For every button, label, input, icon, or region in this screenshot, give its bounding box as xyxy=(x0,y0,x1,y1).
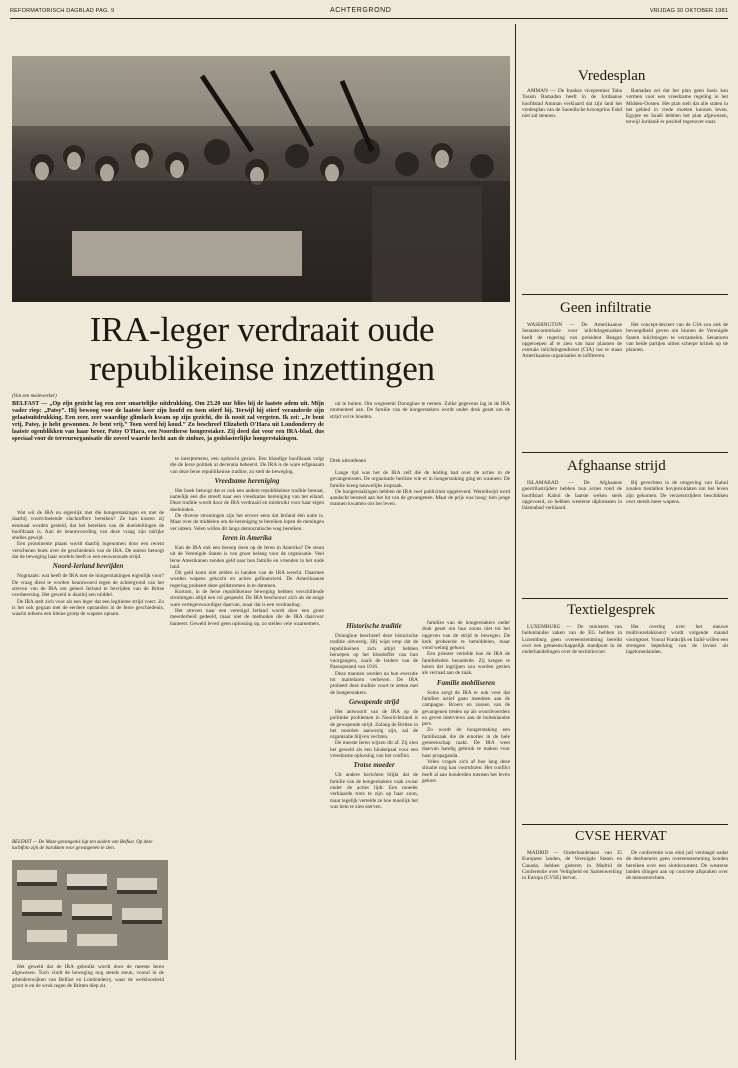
funeral-photo xyxy=(12,56,510,302)
article-column-2: te interpreteren, een opdracht gezien. Een bloedige hoofdzaak volgt die de Ierse politiek al decennia beheerst. De IRA is de ware erfgenaam van deze Ierse republikeinse traditie, zo stelt de beweging. Vreedzame hereniging Het boek betoogt dat er ook een andere republikeinse traditie bestaat, namelijk een die streeft naar een vreedzame hereniging van het eiland. Deze traditie wordt door de IRA verdraaid en misbruikt voor haar eigen doeleinden. De diverse stromingen zijn het erover eens dat Ierland één natie is. Maar over de middelen om de hereniging te bereiken lopen de meningen ver uiteen. Velen willen dit langs democratische weg bereiken. Ieren in Amerika Kan de IRA ook een beroep doen op de Ieren in Amerika? De steun uit de Verenigde Staten is van groot belang voor de organisatie. Veel Ierse Amerikanen zenden geld naar hun familie en vrienden in het oude land. Dit geld komt niet zelden in handen van de IRA terecht. Daarmee worden wapens gekocht en acties gefinancierd. De Amerikaanse regering probeert deze geldstromen in te dammen. Kortom, in de Ierse republikeinse beweging hebben verschillende stromingen altijd een rol gespeeld. De IRA beschouwt zich als de enige ware vertegenwoordiger daarvan, maar dat is een verdraaiing. Het streven naar een verenigd Ierland wordt door een grote meerderheid gedeeld, maar niet de methoden die de IRA daarvoor hanteert. Geweld levert geen oplossing op, zo stellen vele waarnemers. xyxy=(170,456,324,627)
subhead-1: Noord-Ierland bevrijden xyxy=(52,562,124,571)
brief-vredesplan-col-2: Ramadan zei dat het plan geen basis kan vormen voor een vreedzame regeling in het Midden-Oosten. Het plan stelt dat alle staten in het gebied in vrede moeten kunnen leven. Egypte en Israël hebben het plan afgewezen, terwijl Jordanië er positief tegenover staat. xyxy=(626,88,728,126)
column-divider xyxy=(515,24,516,1060)
brief-rule-2 xyxy=(522,452,728,453)
prison-aerial-photo xyxy=(12,860,168,960)
subhead-8: Trotse moeder xyxy=(353,761,395,770)
brief-textiel-col-2: Het overleg over het nieuwe multivezelakkoord wordt volgende maand voortgezet. Vooral Frankrijk en Italië willen een strengere beperking van de invoer uit lagelonenlanden. xyxy=(626,624,728,656)
header-rule xyxy=(10,18,728,19)
brief-rule-4 xyxy=(522,824,728,825)
brief-title-vredesplan: Vredesplan xyxy=(578,68,646,84)
subhead-4: Drek uitroefenen xyxy=(330,458,367,464)
article-column-3-top: uit te buiten. Om wegneemt Donoghue te nemen. Zulke gegevens lag in de IRA momenteel aan. De familie van de hongerstakers wordt onder druk gezet om de strijd vol te houden. xyxy=(330,401,510,420)
brief-afghaanse-col-1: ISLAMABAD — De Afghaanse guerrillastrijders hebben hun acties rond de hoofdstad Kabul de laatste weken sterk opgevoerd, zo hebben westerse diplomaten in Islamabad verklaard. xyxy=(522,480,622,512)
brief-title-afghaanse-strijd: Afghaanse strijd xyxy=(567,458,666,474)
article-byline: (Van een medewerker) xyxy=(12,394,57,399)
article-column-3a: Historische traditie Donoghue beschreef deze historische traditie uitvoerig. Hij wijst erop dat de republikeinen zich altijd hebben beroepen op het bloedoffer van hun voorgangers, zoals de leiders van de Paasopstand van 1916. Deze mannen werden na hun executie tot martelaren verheven. De IRA probeert deze traditie voort te zetten met de hongerstakers. Gewapende strijd Het antwoord van de IRA op de politieke problemen in Noord-Ierland is de gewapende strijd. Zolang de Britten in het noorden aanwezig zijn, zal de organisatie blijven vechten. De meeste Ieren wijzen dit af. Zij zien het geweld als een hinderpaal voor een vreedzame oplossing van het conflict. Trotse moeder Uit andere berichten blijkt dat de familie van de hongerstakers vaak zwaar onder de acties lijdt. Een moeder verklaarde trots te zijn op haar zoon, maar tegelijk vertelde ze hoe moeilijk het was hem te zien sterven. xyxy=(330,622,418,810)
brief-afghaanse-col-2: Bij gevechten in de omgeving van Kabul zouden tientallen Sovjetsoldaten om het leven zijn gekomen. De verzetsstrijders beschikken over steeds meer wapens. xyxy=(626,480,728,505)
article-lead: BELFAST — „Op zijn gezicht lag een zeer smartelijke uitdrukking. Om 23.20 uur blies hij de laatste adem uit. Mijn vader riep: „Patsy”. Hij bewoog voor de laatste keer zijn hoofd en toen stierf hij. Terwijl hij stierf veranderde zijn gelaatsuitdrukking. Een zeer, zeer waardige glimlach kwam op zijn gezicht, die ik nooit zal vergeten. Ik zei: „Je bent vrij, Patsy, je hebt gewonnen. Je bent vrij.” Toen werd hij koud.” Zo beschreef Elizabeth O'Hara uit Londonderry de laatste ogenblikken van haar broer, Patsy O'Hara, een Noordierse hongerstaker. Zij deed dat voor een IRA-blad, dus speciaal voor de terreurorganisatie die zoveel waarde hecht aan de zinloze, ja godslasterlijke hongerstakingen. xyxy=(12,401,324,442)
article-headline: IRA-leger verdraait oude republikeinse inzettingen xyxy=(89,310,435,388)
section-title: ACHTERGROND xyxy=(330,7,392,14)
brief-infiltratie-col-2: Het concept-decreet van de CIA zou ook de bevoegdheid geven om binnen de Verenigde Staten inlichtingen te verzamelen. Senatoren van beide partijen uitten scherpe kritiek op de plannen. xyxy=(626,322,728,354)
brief-cvse-col-2: De conferentie was eind juli verdaagd nadat de deelnemers geen overeenstemming konden bereiken over een slotdocument. De westerse landen dringen aan op concrete afspraken over de mensenrechten. xyxy=(626,850,728,882)
subhead-5: Historische traditie xyxy=(346,622,402,630)
brief-title-infiltratie: Geen infiltratie xyxy=(560,300,652,316)
paper-name: REFORMATORISCH DAGBLAD PAG. 9 xyxy=(10,8,115,14)
brief-textiel-col-1: LUXEMBURG — De ministers van buitenlandse zaken van de EG hebben in Luxemburg geen overeenstemming bereikt over een gemeenschappelijk standpunt in de onderhandelingen over de textielinvoer. xyxy=(522,624,622,656)
subhead-7: Familie mobiliseren xyxy=(436,678,496,687)
article-column-1: Wat wil de IRA nu eigenlijk met die hongerstakingen en met de daarbij voortvloeiende slachtoffers bereiken? Ze hun kosten zij eenmaal worden gesteld, dat het bereiken van de doelstellingen de hoofdzaak is. Aan de beantwoording van deze vraag zijn talrijke studies gewijd. Een prominente plaats wordt daarbij ingenomen door een recent verschenen boek over de geschiedenis van de IRA. De auteur betoogt dat de beweging haar wortels heeft in een eeuwenoude strijd. Noord-Ierland bevrijden Nogmaals: wat heeft de IRA met de hongerstakingen eigenlijk voor? De vraag dient te worden beantwoord tegen de achtergrond van het streven van de IRA om geheel Ierland te bevrijden van de Britse overheersing. Het geweld is daarbij een middel. De IRA stelt zich voor als een leger dat een legitieme strijd voert. Zo is het ook gegaan met de eerdere opstanden in de Ierse geschiedenis, waarin telkens een kleine groep de wapens opnam. xyxy=(12,510,164,618)
article-column-1-cont: Het geweld dat de IRA gebruikt wordt door de meeste Ieren afgewezen. Toch vindt de beweging nog steeds steun, vooral in de arbeiderswijken van Belfast en Londonderry, waar de werkloosheid groot is en de wrok tegen de Britten diep zit. xyxy=(12,964,164,989)
brief-title-cvse: CVSE HERVAT xyxy=(575,829,667,844)
caption-prison: BELFAST — De Maze-gevangenis ligt ten zuiden van Belfast. Op deze luchtfoto zijn de barakken voor gevangenen te zien. xyxy=(12,840,153,851)
brief-title-textielgesprek: Textielgesprek xyxy=(567,602,656,618)
subhead-6: Gewapende strijd xyxy=(349,697,399,706)
brief-cvse-col-1: MADRID — Onderhandelaars van 35 Europese landen, de Verenigde Staten en Canada, hebben gisteren in Madrid de Conferentie over Veiligheid en Samenwerking in Europa (CVSE) hervat. xyxy=(522,850,622,882)
issue-date: VRIJDAG 30 OKTOBER 1981 xyxy=(649,8,728,14)
brief-rule-1 xyxy=(522,294,728,295)
subhead-3: Ieren in Amerika xyxy=(222,533,272,542)
page-header xyxy=(10,6,728,18)
article-column-3: Lange tijd was het de IRA zelf die de leiding had over de acties in de gevangenissen. De organisatie besliste wie er in hongerstaking ging en wanneer. De familie kreeg nauwelijks inspraak. De hongerstakingen hebben de IRA veel publiciteit opgeleverd. Wereldwijd werd aandacht besteed aan het lot van de gevangenen. Maar de prijs was hoog: tien jonge mannen kwamen om het leven. xyxy=(330,470,510,508)
brief-infiltratie-col-1: WASHINGTON — De Amerikaanse Senaatscommissie voor inlichtingenzaken heeft de regering van president Reagan opgeroepen af te zien van haar plannen de centrale inlichtingendienst (CIA) toe te staan Amerikaanse organisaties te infiltreren. xyxy=(522,322,622,360)
brief-vredesplan-col-1: AMMAN — De Iraakse vicepremier Taha Yassin Ramadan heeft in de Jordaanse hoofdstad Amman verklaard dat zijn land het vredesplan van de Saoedische kroonprins Fahd niet zal steunen. xyxy=(522,88,622,120)
subhead-2: Vreedzame hereniging xyxy=(214,476,280,485)
article-column-3b: families van de hongerstakers onder druk gezet om hun zoons niet tot het opgeven van de strijd te bewegen. De kerk probeerde te bemiddelen, maar vond weinig gehoor. Een priester vertelde hoe de IRA de familieleden benaderde. Zij kregen te horen dat ingrijpen zou worden gezien als verraad aan de zaak. Familie mobiliseren Soms zorgt de IRA er ook voor dat families actief gaan meedoen aan de campagne. Broers en zussen van de gevangenen treden op als woordvoerders en geven interviews aan de buitenlandse pers. Zo wordt de hongerstaking een familiezaak die de emoties in de hele gemeenschap raakt. De IRA weet daarvan handig gebruik te maken voor haar propaganda. Velen vragen zich af hoe lang deze situatie nog kan voortduren. Het conflict heeft al aan honderden mensen het leven gekost. xyxy=(422,620,510,784)
brief-rule-3 xyxy=(522,598,728,599)
